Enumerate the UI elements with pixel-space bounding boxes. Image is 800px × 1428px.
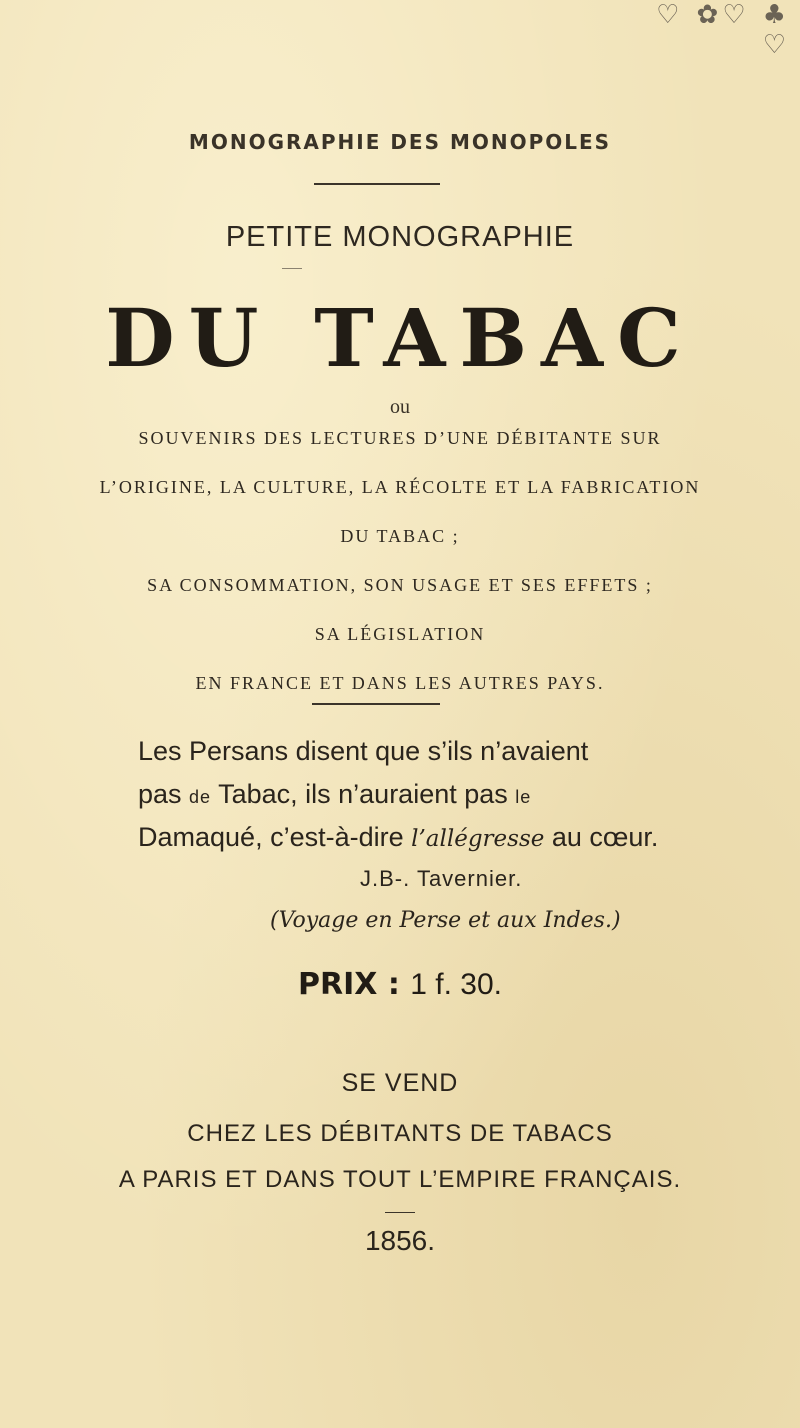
library-stamp: ♡ ✿♡ ♣ ♡ [656,0,790,60]
price-label: PRIX : [298,967,411,1002]
epigraph-text: Tabac, ils n’auraient pas [211,779,516,809]
description-line: EN FRANCE ET DANS LES AUTRES PAYS. [195,673,605,693]
epigraph-smallcaps: de [189,787,212,807]
series-title: MONOGRAPHIE DES MONOPOLES [188,130,612,154]
divider-rule [385,1212,415,1213]
description-line: L’ORIGINE, LA CULTURE, LA RÉCOLTE ET LA FABRICATION [99,477,701,497]
sale-line: A PARIS ET DANS TOUT L’EMPIRE FRANÇAIS. [118,1166,682,1193]
epigraph-source: (Voyage en Perse et aux Indes.) [270,908,621,933]
description-line: SA LÉGISLATION [314,624,486,644]
description-line: SOUVENIRS DES LECTURES D’UNE DÉBITANTE SUR [138,428,662,448]
epigraph-text: Damaqué, c’est-à-dire [138,822,412,852]
epigraph-line [138,822,738,853]
epigraph-italic: l’allégresse [411,826,545,852]
sale-line: CHEZ LES DÉBITANTS DE TABACS [187,1120,613,1147]
sale-heading: SE VEND [341,1069,459,1097]
epigraph-text: pas [138,779,190,809]
title-conjunction: ou [390,396,410,418]
subtitle: PETITE MONOGRAPHIE [225,221,575,253]
epigraph-text: au cœur. [544,822,659,852]
price [0,967,800,1002]
epigraph-line [138,779,738,810]
description-line: DU TABAC ; [340,526,460,546]
publication-year: 1856. [364,1225,436,1256]
price-value: 1 f. 30. [410,968,502,1001]
description-line: SA CONSOMMATION, SON USAGE ET SES EFFETS ; [147,575,653,595]
epigraph-smallcaps: le [515,787,532,807]
epigraph-author: J.B-. Tavernier. [360,866,523,891]
main-title: DU TABAC [105,291,695,385]
ink-mark [282,268,302,269]
divider-rule [312,703,440,705]
divider-rule [314,183,440,185]
epigraph-line: Les Persans disent que s’ils n’avaient [138,736,589,766]
